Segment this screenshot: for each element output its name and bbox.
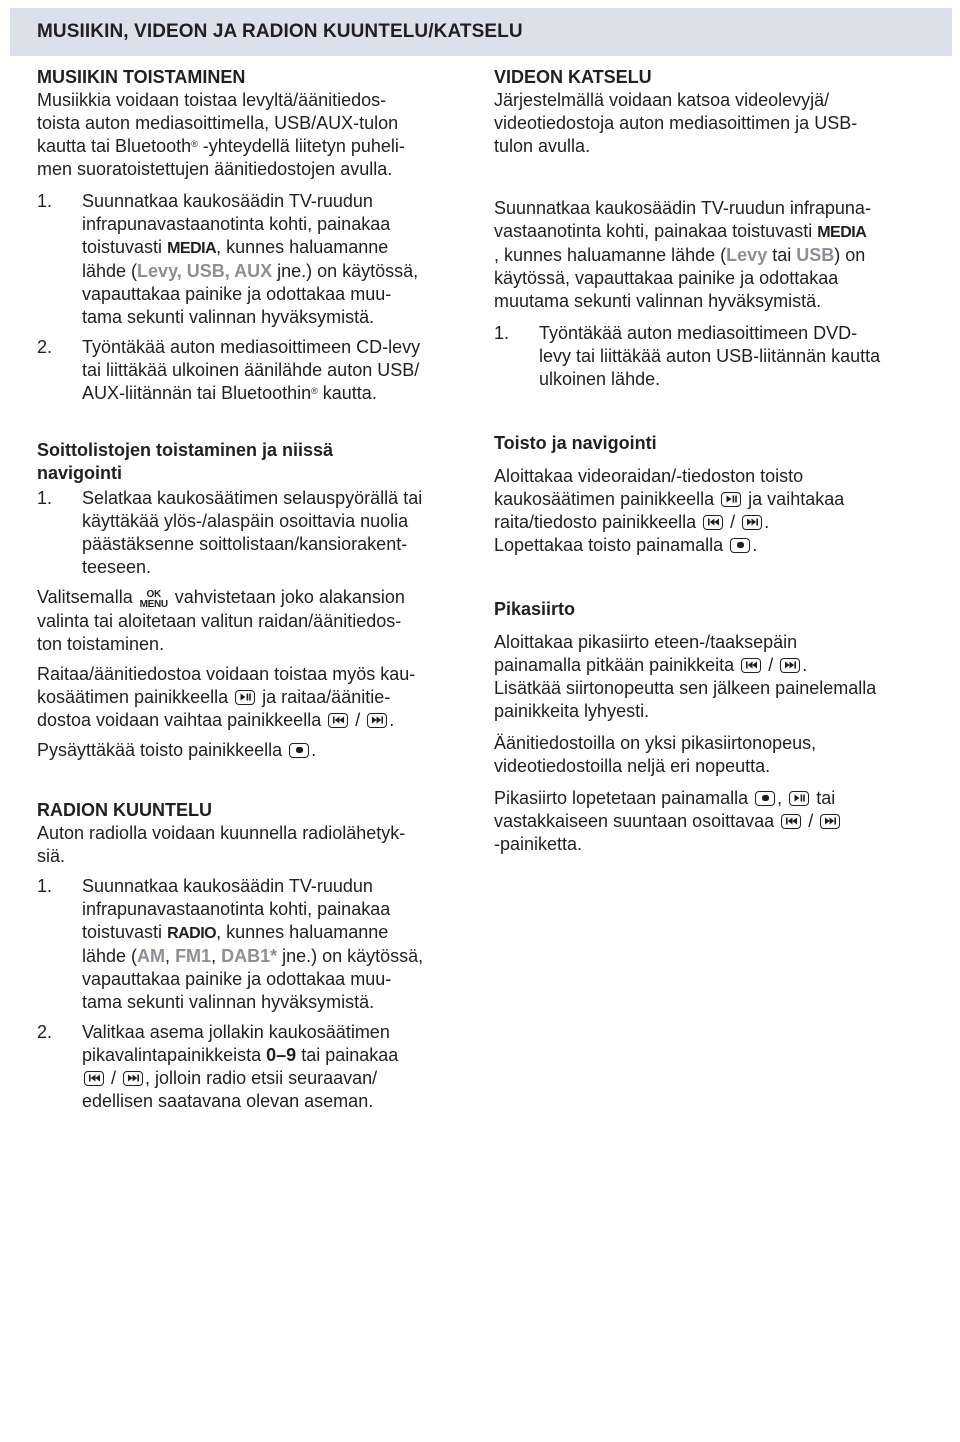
video-intro [494,89,934,158]
text-line: ulkoinen lähde. [539,369,661,389]
menu-label: MENU [139,599,168,610]
text-line [82,382,477,405]
music-heading: MUSIIKIN TOISTAMINEN [37,67,246,87]
prev-icon [781,814,801,829]
text-line: Aloittakaa videoraidan/-tiedoston toisto [494,466,804,486]
right-column [494,66,934,856]
video-para [494,197,934,313]
text-line [37,135,477,158]
text-fragment: , kunnes haluamanne lähde ( [494,245,727,265]
text-line: Auton radiolla voidaan kuunnella radiolähetyk- [37,823,406,843]
text-line: Suunnatkaa kaukosäädin TV-ruudun [82,191,373,211]
step-number: 2. [37,1022,53,1042]
playlist-step-1 [37,487,477,579]
text-fragment: kautta tai Bluetooth [37,136,192,156]
music-step-2 [37,336,477,405]
fast-seek-para-1 [494,631,934,723]
source-am: AM [137,946,166,966]
fast-seek-section [494,598,934,856]
fast-seek-heading: Pikasiirto [494,599,576,619]
text-fragment: Valitsemalla [37,587,133,607]
text-fragment: tai [767,245,797,265]
play-pause-icon [721,492,741,507]
ok-label: OK [146,589,161,600]
playback-nav-text [494,465,934,557]
text-line: teeseen. [82,557,152,577]
text-fragment: / [355,710,361,730]
text-fragment: jne.) on käytössä, [272,261,419,281]
fast-seek-para-3 [494,787,934,856]
text-fragment: lähde ( [82,261,138,281]
next-icon [820,814,840,829]
text-fragment: , kunnes haluamanne [216,237,389,257]
text-fragment: / [808,811,814,831]
page-title: MUSIIKIN, VIDEON JA RADION KUUNTELU/KATSELU [37,21,523,42]
text-fragment: vastaanotinta kohti, painakaa toistuvasti [494,221,813,241]
left-column [37,66,477,1113]
text-line: tama sekunti valinnan hyväksymistä. [82,992,375,1012]
text-line: Äänitiedostoilla on yksi pikasiirtonopeus, [494,733,817,753]
text-line: muutama sekunti valinnan hyväksymistä. [494,291,822,311]
play-pause-icon [235,690,255,705]
text-fragment: , kunnes haluamanne [216,922,389,942]
registered-mark: ® [191,139,198,149]
text-fragment: , [211,946,222,966]
radio-heading: RADION KUUNTELU [37,800,212,820]
text-fragment: toistuvasti [82,237,163,257]
music-section [37,66,477,405]
registered-mark: ® [311,386,318,396]
next-icon [367,713,387,728]
text-fragment: kosäätimen painikkeella [37,687,229,707]
step-number: 1. [37,191,53,211]
source-levy: Levy [726,245,768,265]
text-fragment: , [165,946,176,966]
text-line [37,586,477,610]
text-line: siä. [37,846,66,866]
text-line: Suunnatkaa kaukosäädin TV-ruudun infrapuna- [494,198,871,218]
text-line: Työntäkää auton mediasoittimeen CD-levy [82,337,421,357]
text-line: videotiedostoja auton mediasoittimen ja USB- [494,113,858,133]
text-fragment: / [768,655,774,675]
text-line: edellisen saatavana olevan aseman. [82,1091,374,1111]
step-number: 1. [494,323,510,343]
text-line: vapauttakaa painike ja odottakaa muu- [82,284,392,304]
source-usb: USB [796,245,835,265]
video-section [494,66,934,391]
text-line: infrapunavastaanotinta kohti, painakaa [82,214,391,234]
prev-icon [84,1071,104,1086]
text-line: ton toistaminen. [37,634,165,654]
text-fragment: . [311,740,317,760]
text-line [494,534,934,557]
stop-icon [289,743,309,758]
playback-nav-section [494,432,934,557]
playlist-para-2 [37,663,477,732]
text-line: käyttäkää ylös-/alaspäin osoittavia nuolia [82,511,409,531]
text-fragment: . [802,655,808,675]
text-fragment: vastakkaiseen suuntaan osoittavaa [494,811,775,831]
text-fragment: tai [816,788,836,808]
text-line: Suunnatkaa kaukosäädin TV-ruudun [82,876,373,896]
text-fragment: Pikasiirto lopetetaan painamalla [494,788,749,808]
text-line [37,739,477,762]
text-line [37,686,477,709]
media-key-label: MEDIA [167,240,217,257]
text-fragment: toistuvasti [82,922,163,942]
text-fragment: , jolloin radio etsii seuraavan/ [145,1068,378,1088]
text-line: tulon avulla. [494,136,591,156]
text-fragment: ) on [834,245,866,265]
text-line [494,810,934,833]
text-line: videotiedostoilla neljä eri nopeutta. [494,756,771,776]
text-fragment: ja raitaa/äänitie- [262,687,391,707]
text-fragment: / [111,1068,117,1088]
text-fragment: kaukosäätimen painikkeella [494,489,715,509]
radio-step-2 [37,1021,477,1113]
playlist-para-3 [37,739,477,762]
media-key-label: MEDIA [817,224,867,241]
text-fragment: Pysäyttäkää toisto painikkeella [37,740,283,760]
text-fragment: -yhteydellä liitetyn puheli- [202,136,405,156]
text-line: Aloittakaa pikasiirto eteen-/taaksepäin [494,632,798,652]
text-line [82,1044,477,1067]
text-line: toista auton mediasoittimella, USB/AUX-tulon [37,113,399,133]
text-fragment: ja vaihtakaa [748,489,845,509]
text-line [494,654,934,677]
prev-icon [703,515,723,530]
stop-icon [755,791,775,806]
text-fragment: Lopettakaa toisto painamalla [494,535,724,555]
text-fragment: kautta. [317,383,377,403]
radio-section [37,799,477,1113]
playlist-para-1 [37,586,477,656]
music-step-1 [37,190,477,329]
text-line [494,511,934,534]
next-icon [780,658,800,673]
text-line [37,709,477,732]
text-line: Selatkaa kaukosäätimen selauspyörällä tai [82,488,423,508]
text-line: Musiikkia voidaan toistaa levyltä/äänitiedos- [37,90,387,110]
music-intro [37,89,477,181]
text-line: Soittolistojen toistaminen ja niissä [37,440,334,460]
text-line [494,488,934,511]
text-fragment: painamalla pitkään painikkeita [494,655,735,675]
page-header [10,8,952,56]
text-line: infrapunavastaanotinta kohti, painakaa [82,899,391,919]
preset-range: 0–9 [266,1045,297,1065]
source-fm1: FM1 [175,946,212,966]
text-fragment: jne.) on käytössä, [277,946,424,966]
text-line: Valitkaa asema jollakin kaukosäätimen [82,1022,390,1042]
video-heading: VIDEON KATSELU [494,67,652,87]
next-icon [742,515,762,530]
text-line: painikkeita lyhyesti. [494,701,650,721]
playlist-section [37,439,477,762]
step-number: 1. [37,488,53,508]
text-fragment: pikavalintapainikkeista [82,1045,262,1065]
next-icon [123,1071,143,1086]
text-line: vapauttakaa painike ja odottakaa muu- [82,969,392,989]
text-fragment: , [777,788,783,808]
text-fragment: lähde ( [82,946,138,966]
ok-menu-icon [138,590,170,610]
text-line: Järjestelmällä voidaan katsoa videolevyjä/ [494,90,830,110]
prev-icon [328,713,348,728]
source-dab1: DAB1* [221,946,278,966]
text-line: -painiketta. [494,834,583,854]
text-line [494,244,934,267]
text-line: käytössä, vapauttakaa painike ja odottakaa [494,268,839,288]
text-line: valinta tai aloitetaan valitun raidan/äänitiedos- [37,611,402,631]
text-fragment: . [389,710,395,730]
text-fragment: . [752,535,758,555]
text-line: tai liittäkää ulkoinen äänilähde auton USB/ [82,360,420,380]
text-line [494,787,934,810]
text-line [82,260,477,283]
text-fragment: dostoa voidaan vaihtaa painikkeella [37,710,322,730]
radio-key-label: RADIO [167,925,217,942]
playback-nav-heading: Toisto ja navigointi [494,433,657,453]
radio-step-1 [37,875,477,1014]
text-line: päästäksenne soittolistaan/kansiorakent- [82,534,408,554]
text-line: Raitaa/äänitiedostoa voidaan toistaa myös kau- [37,664,416,684]
source-names: Levy, USB, AUX [137,261,273,281]
stop-icon [730,538,750,553]
text-fragment: vahvistetaan joko alakansion [174,587,405,607]
text-line: tama sekunti valinnan hyväksymistä. [82,307,375,327]
step-number: 1. [37,876,53,896]
text-line: men suoratoistettujen äänitiedostojen avulla. [37,159,393,179]
text-line: levy tai liittäkää auton USB-liitännän kautta [539,346,881,366]
text-line: Lisätkää siirtonopeutta sen jälkeen painelemalla [494,678,877,698]
prev-icon [741,658,761,673]
play-pause-icon [789,791,809,806]
text-line [82,921,477,945]
text-line: Työntäkää auton mediasoittimeen DVD- [539,323,858,343]
playlist-heading [37,439,477,485]
radio-intro [37,822,477,868]
text-fragment: AUX-liitännän tai Bluetoothin [82,383,312,403]
text-line [494,220,934,244]
step-number: 2. [37,337,53,357]
fast-seek-para-2 [494,732,934,778]
text-line: navigointi [37,463,122,483]
text-line [82,945,477,968]
text-line [82,236,477,260]
text-fragment: . [764,512,770,532]
text-fragment: tai painakaa [301,1045,399,1065]
text-fragment: / [730,512,736,532]
video-step-1 [494,322,934,391]
text-fragment: raita/tiedosto painikkeella [494,512,697,532]
text-line [82,1067,477,1090]
